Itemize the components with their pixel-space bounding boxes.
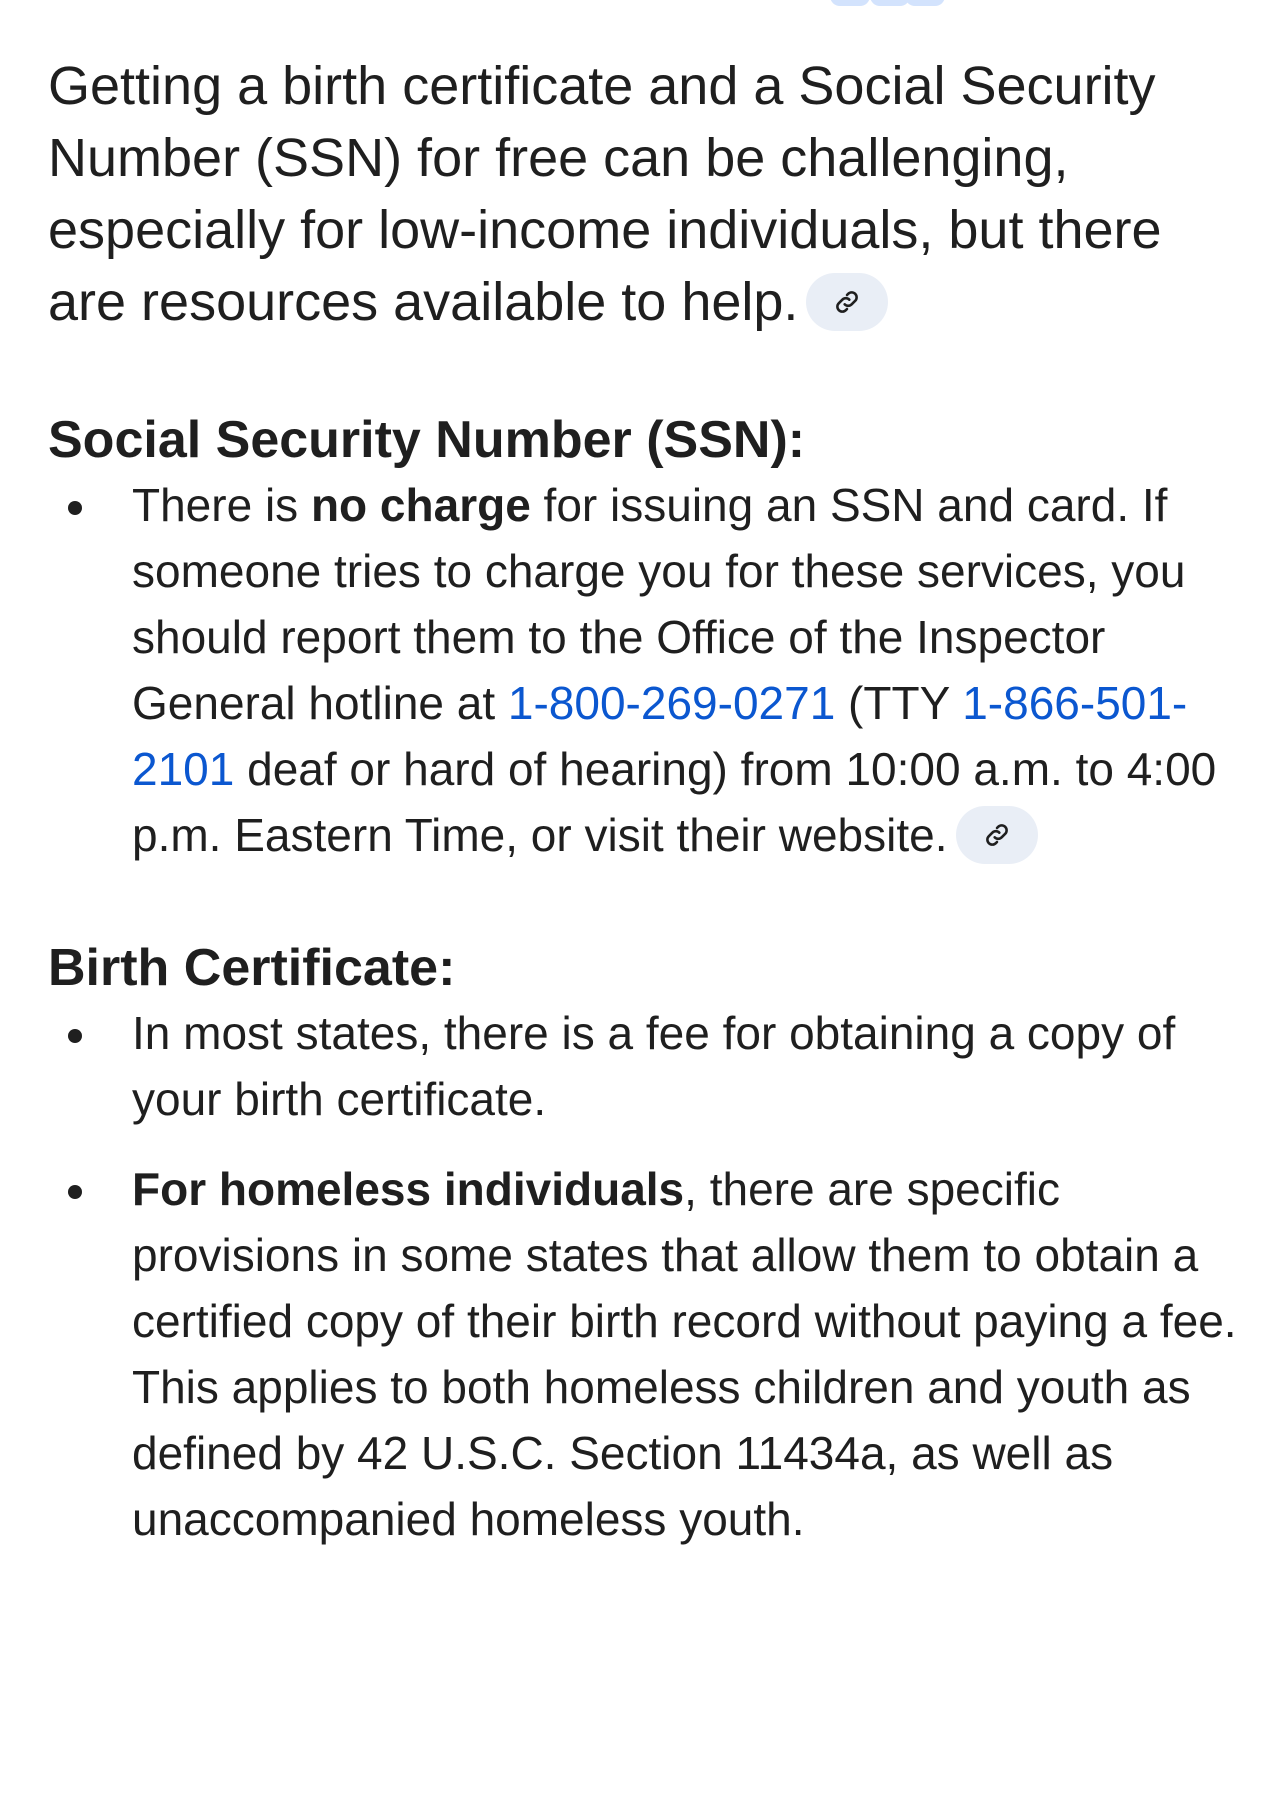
- response-body: [48, 50, 1238, 1552]
- bullet-dot: [68, 1185, 82, 1199]
- bullet-dot: [68, 1029, 82, 1043]
- ssn-text-3: (TTY: [835, 677, 963, 729]
- list-item: [48, 1000, 1238, 1132]
- birth-list: [48, 1000, 1238, 1552]
- ssn-text-2: for issuing an SSN and card. If someone tries to charge you for these services, you should report them to the Office of the Inspector General hotline at: [132, 479, 1186, 729]
- list-item: [48, 472, 1238, 868]
- partial-avatar: [870, 0, 910, 6]
- intro-text: Getting a birth certificate and a Social Security Number (SSN) for free can be challenging, especially for low-income individuals, but there are resources available to help.: [48, 56, 1162, 332]
- ssn-text-1: There is: [132, 479, 311, 531]
- intro-paragraph: [48, 50, 1238, 338]
- birth-certificate-heading: Birth Certificate:: [48, 939, 456, 997]
- tty-phone-link[interactable]: 1-866-501-2101: [132, 677, 1188, 795]
- partial-avatar: [905, 0, 945, 6]
- ssn-heading: Social Security Number (SSN):: [48, 411, 806, 469]
- birth-item-1-text: In most states, there is a fee for obtaining a copy of your birth certificate.: [132, 1007, 1176, 1125]
- homeless-emphasis: For homeless individuals: [132, 1163, 685, 1215]
- ssn-text-4: deaf or hard of hearing) from 10:00 a.m. to 4:00 p.m. Eastern Time, or visit their website.: [132, 743, 1217, 861]
- link-icon: [833, 288, 861, 316]
- source-link-chip[interactable]: [806, 273, 888, 331]
- link-icon: [983, 821, 1011, 849]
- list-item: [48, 1156, 1238, 1552]
- ssn-list: [48, 472, 1238, 868]
- oig-hotline-phone-link[interactable]: 1-800-269-0271: [507, 677, 836, 729]
- source-link-chip[interactable]: [956, 806, 1038, 864]
- partial-avatar: [830, 0, 870, 6]
- bullet-dot: [68, 501, 82, 515]
- no-charge-emphasis: no charge: [310, 479, 531, 531]
- birth-item-2-text: , there are specific provisions in some states that allow them to obtain a certified copy of their birth record without paying a fee. This applies to both homeless children and youth as defined by 42 U.S.C. Section 11434a, as well as unaccompanied homeless youth.: [132, 1163, 1237, 1545]
